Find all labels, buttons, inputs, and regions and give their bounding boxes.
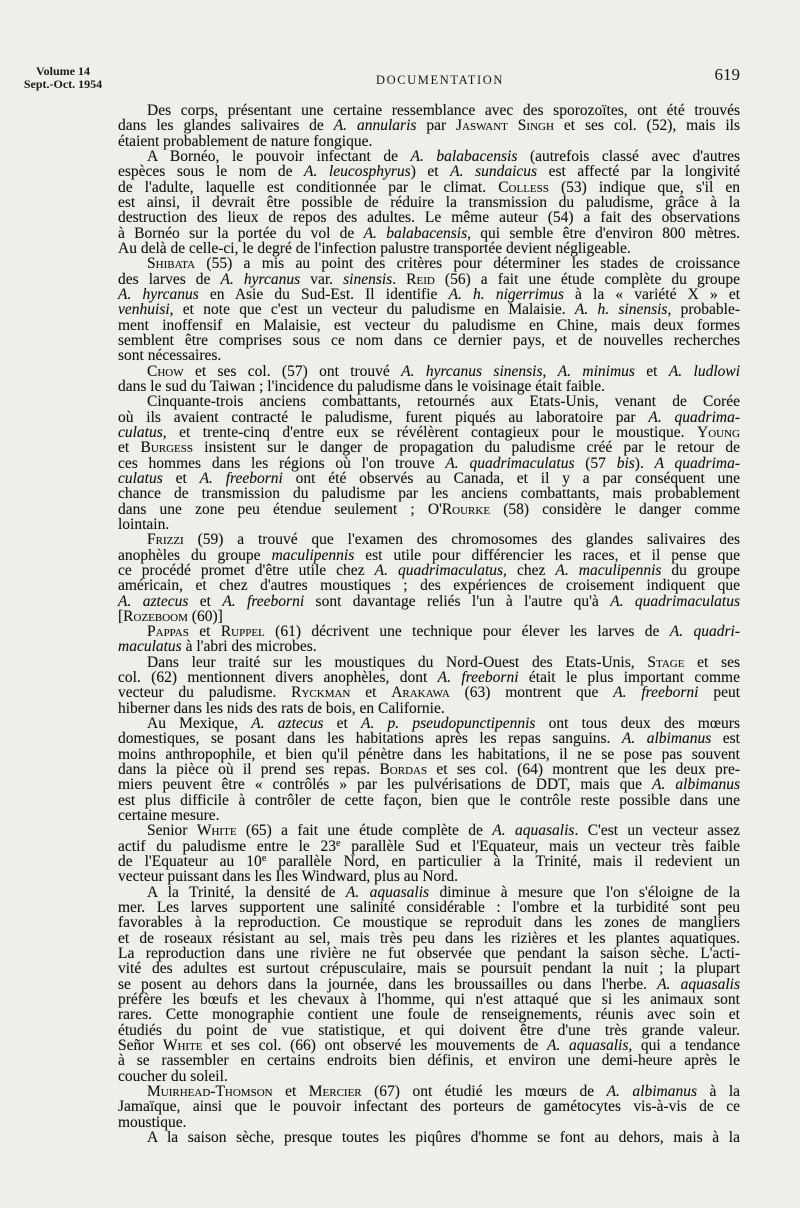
text-run: chance de transmission du paludisme par les anciens combattants, mais probablement — [118, 485, 740, 503]
italic-term: A. freeborni — [437, 669, 519, 687]
italic-term: A. h. sinensis — [574, 301, 668, 319]
paragraph — [118, 885, 740, 1084]
text-line — [118, 639, 740, 654]
text-line — [118, 839, 740, 854]
italic-term: maculatus — [118, 638, 182, 656]
text-run: ) et — [410, 163, 451, 181]
text-line — [118, 609, 740, 624]
text-line — [118, 287, 740, 302]
text-run: étudiés du point de vue statistique, et qui doivent être d'une très grande valeur. — [118, 1021, 740, 1039]
italic-term: sinensis — [343, 270, 393, 288]
text-line — [118, 1115, 740, 1130]
author-name: Muirhead-Thomson — [147, 1083, 273, 1100]
author-name: White — [162, 1037, 203, 1055]
text-run: certaine mesure. — [118, 807, 220, 825]
text-run: (65) a fait une étude complète de — [236, 822, 493, 840]
paragraph — [118, 364, 740, 395]
text-run: parallèle Nord, en particulier à la Trinité, mais il redevient un — [266, 853, 740, 871]
italic-term: maculipennis — [271, 546, 355, 564]
text-line — [118, 977, 740, 992]
text-line — [118, 118, 740, 133]
text-line — [118, 548, 740, 563]
text-run: et — [188, 623, 221, 641]
text-line — [118, 747, 740, 762]
text-line — [118, 471, 740, 486]
text-run: à la — [696, 1083, 741, 1100]
text-run: est plus difficile à contrôler de cette façon, bien que le contrôle reste possible dans une — [118, 791, 740, 809]
text-run: Cinquante-trois anciens combattants, retournés aux Etats-Unis, venant de Corée — [147, 393, 740, 411]
text-run: ont été observés au Canada, et il y a par conséquent une — [282, 469, 740, 487]
text-line — [118, 379, 740, 394]
text-run: , probable- — [667, 301, 741, 319]
text-run: et — [162, 469, 200, 487]
text-run: Au Mexique, — [147, 715, 252, 733]
text-run: dans une zone peu étendue seulement ; — [118, 500, 428, 518]
italic-term: A. quadrima- — [648, 408, 740, 426]
text-run: , et note que c'est un vecteur du paludisme en Malaisie. — [169, 301, 575, 319]
italic-term: A. quadrimaculatus — [374, 561, 504, 579]
text-run: ces hommes dans les régions où l'on trouve — [118, 454, 446, 472]
paragraph — [118, 624, 740, 655]
text-line — [118, 164, 740, 179]
text-line — [118, 440, 740, 455]
author-name: Chow — [147, 362, 184, 380]
italic-term: A. albimanus — [621, 730, 712, 748]
author-name: Shibata — [147, 255, 196, 273]
text-run: ). — [634, 454, 655, 472]
volume-label: Volume 14 — [36, 64, 90, 78]
text-line — [118, 594, 740, 609]
text-run: se posent au dehors dans la journée, dans les broussailles ou dans l'herbe. — [118, 975, 658, 993]
text-line — [118, 777, 740, 792]
text-run: La reproduction dans une rivière ne fut observée que pendant la saison sèche. L'acti- — [118, 945, 740, 963]
text-line — [118, 685, 740, 700]
author-name: Mercier — [308, 1083, 362, 1100]
text-run: Senior — [147, 822, 197, 840]
text-run: dans le sud du Taiwan ; l'incidence du paludisme dans le voisinage était faible. — [118, 377, 605, 395]
text-run: semblent être comprises sous ce nom dans ce dernier pays, et de nouvelles recherches — [118, 331, 740, 349]
text-line — [118, 931, 740, 946]
text-run: insistent sur le danger de propagation du paludisme créé par le retour de — [193, 439, 741, 457]
text-run: vecteur du paludisme. — [118, 684, 292, 702]
article-body — [118, 103, 740, 1145]
text-run: (63) montrent que — [449, 684, 614, 702]
text-run: (57 — [574, 454, 617, 472]
italic-term: A. balabacensis — [410, 147, 518, 165]
text-run: dans la pièce où il prend ses repas. — [118, 761, 380, 779]
text-run: de l'adulte, laquelle est conditionnée par le climat. — [118, 178, 499, 196]
italic-term: A. albimanus — [652, 776, 740, 794]
text-run: A la saison sèche, presque toutes les piqûres d'homme se font au dehors, mais à la — [147, 1128, 740, 1146]
text-line — [118, 226, 740, 241]
text-run: Au delà de celle-ci, le degré de l'infection palustre transportée devient négligeable. — [118, 239, 631, 257]
text-run: destruction des lieux de repos des adultes. Le même auteur (54) a fait des observations — [118, 209, 740, 227]
text-run: et de roseaux résistant au sel, mais très peu dans les rizières et les plantes aquatiques. — [118, 929, 740, 947]
text-run: par — [416, 117, 457, 135]
text-run: lointain. — [118, 515, 170, 533]
text-run: (autrefois classé avec d'autres — [517, 147, 740, 165]
text-line — [118, 992, 740, 1007]
italic-term: A. h. nigerrimus — [448, 285, 564, 303]
text-line — [118, 532, 740, 547]
text-run: (60)] — [187, 607, 223, 625]
text-run: domestiques, se posant dans les habitations après les repas sanguins. — [118, 730, 622, 748]
section-title: DOCUMENTATION — [375, 73, 505, 87]
text-run: miers peuvent être « contrôlés » par les pulvérisations de DDT, mais que — [118, 776, 653, 794]
text-run: vité des adultes est surtout crépusculaire, mais se poursuit pendant la nuit ; la plupart — [118, 960, 740, 978]
text-run: diminue à mesure que l'on s'éloigne de la — [429, 883, 740, 901]
text-line — [118, 869, 740, 884]
text-run: à Bornéo sur la portée du vol de — [118, 224, 364, 242]
italic-term: A. freeborni — [613, 684, 699, 702]
text-run: est ainsi, il devrait être possible de réduire la transmission du paludisme, grâce à la — [118, 193, 740, 211]
italic-term: A. hyrcanus — [118, 285, 199, 303]
text-line — [118, 885, 740, 900]
text-line — [118, 793, 740, 808]
text-run: et — [350, 684, 392, 702]
text-line — [118, 1023, 740, 1038]
text-run: (55) a mis au point des critères pour déterminer les stades de croissance — [195, 255, 740, 273]
text-line — [118, 961, 740, 976]
paragraph — [118, 256, 740, 363]
text-line — [118, 318, 740, 333]
italic-term: A. hyrcanus sinensis — [401, 362, 543, 380]
text-run: à l'abri des microbes. — [181, 638, 317, 656]
text-run: et — [188, 592, 223, 610]
text-run: Des corps, présentant une certaine ressemblance avec des sporozoïtes, ont été trouvés — [147, 102, 740, 119]
italic-term: culatus — [118, 423, 163, 441]
italic-term: A. albimanus — [606, 1083, 697, 1100]
text-line — [118, 900, 740, 915]
text-run: et ses col. (66) ont observé les mouvements de — [202, 1037, 547, 1055]
author-name: Reid — [406, 270, 435, 288]
text-run: américain, et chez d'autres moustiques ; des expériences de croisement indiquent que — [118, 577, 740, 595]
text-run: actif du paludisme entre le 23 — [118, 837, 337, 855]
text-line — [118, 670, 740, 685]
italic-term: A. aquasalis — [492, 822, 575, 840]
text-run: et ses — [684, 653, 740, 671]
text-run: et — [118, 439, 141, 457]
text-run: ce procédé promet d'être utile chez — [118, 561, 375, 579]
italic-term: A. sundaicus — [450, 163, 538, 181]
text-run: (53) indique que, s'il en — [548, 178, 740, 196]
author-name: O'Rourke — [427, 500, 491, 518]
text-line — [118, 517, 740, 532]
italic-term: A. aquasalis — [546, 1037, 629, 1055]
text-run: coucher du soleil. — [118, 1067, 228, 1085]
text-run: est utile pour différencier les races, et il pense que — [354, 546, 740, 564]
text-line — [118, 578, 740, 593]
text-line — [118, 394, 740, 409]
text-line — [118, 946, 740, 961]
text-run: était le plus important comme — [518, 669, 740, 687]
italic-term: A. leucosphyrus — [304, 163, 411, 181]
text-run: de l'Equateur au 10 — [118, 853, 262, 871]
text-run: A la Trinité, la densité de — [147, 883, 346, 901]
paragraph — [118, 394, 740, 532]
text-line — [118, 241, 740, 256]
text-line — [118, 823, 740, 838]
author-name: Burgess — [140, 439, 194, 457]
text-line — [118, 272, 740, 287]
paragraph — [118, 149, 740, 256]
text-run: et — [634, 362, 669, 380]
text-run: anophèles du groupe — [118, 546, 272, 564]
page-number: 619 — [714, 65, 740, 84]
text-line — [118, 563, 740, 578]
text-line — [118, 716, 740, 731]
italic-term: A. aquasalis — [345, 883, 430, 901]
italic-term: culatus — [118, 469, 163, 487]
italic-term: A. maculipennis — [555, 561, 662, 579]
italic-term: A. freeborni — [222, 592, 305, 610]
text-run: hiberner dans les nids des rats de bois, en Californie. — [118, 699, 445, 717]
text-run: à la « variété X » et — [563, 285, 741, 303]
text-line — [118, 425, 740, 440]
author-name: Colless — [498, 178, 549, 196]
text-run: , qui a tendance — [628, 1037, 740, 1055]
text-line — [118, 149, 740, 164]
text-run: (59) a trouvé que l'examen des chromosomes des glandes salivaires des — [183, 531, 740, 549]
text-line — [118, 1038, 740, 1053]
text-line — [118, 701, 740, 716]
paragraph — [118, 655, 740, 716]
text-run: moins anthropophile, et bien qu'il pénètre dans les habitations, il ne se pose pas souvent — [118, 745, 740, 763]
text-line — [118, 1069, 740, 1084]
text-run: (67) ont étudié les mœurs de — [361, 1083, 607, 1100]
italic-term: A. minimus — [557, 362, 635, 380]
text-run: vecteur puissant dans les Iles Windward, plus au Nord. — [118, 868, 459, 886]
author-name: Ryckman — [291, 684, 351, 702]
text-line — [118, 210, 740, 225]
text-line — [118, 456, 740, 471]
text-run: moustique. — [118, 1113, 187, 1131]
paragraph — [118, 716, 740, 823]
text-run: , chez — [503, 561, 556, 579]
text-run: ont tous deux des mœurs — [535, 715, 740, 733]
italic-term: bis — [616, 454, 635, 472]
text-line — [118, 486, 740, 501]
text-run: en Asie du Sud-Est. Il identifie — [198, 285, 449, 303]
text-run: . — [392, 270, 407, 288]
paragraph — [118, 532, 740, 624]
italic-term: A. freeborni — [199, 469, 283, 487]
paragraph — [118, 823, 740, 884]
text-run: à se rassembler en certains endroits bien définis, et environ une demi-heure après le — [118, 1052, 740, 1070]
italic-term: A. ludlowi — [668, 362, 741, 380]
author-name: Ruppel — [220, 623, 265, 641]
text-run: et — [323, 715, 361, 733]
text-line — [118, 180, 740, 195]
italic-term: A. quadrimaculatus — [610, 592, 740, 610]
text-run: du groupe — [661, 561, 741, 579]
text-line — [118, 731, 740, 746]
text-run: (56) a fait une étude complète du groupe — [434, 270, 741, 288]
text-run: dans les glandes salivaires de — [118, 117, 334, 135]
text-line — [118, 655, 740, 670]
text-run: est — [711, 730, 740, 748]
author-name: Arakawa — [391, 684, 450, 702]
italic-term: A. hyrcanus — [220, 270, 301, 288]
paragraph — [118, 1130, 740, 1145]
text-run: (58) considère le danger comme — [490, 500, 740, 518]
volume-info — [12, 65, 114, 90]
text-run: parallèle Sud et l'Equateur, mais un vecteur très faible — [340, 837, 740, 855]
paragraph — [118, 1084, 740, 1130]
text-line — [118, 302, 740, 317]
text-run: . C'est un vecteur assez — [574, 822, 740, 840]
text-line — [118, 1130, 740, 1145]
author-name: White — [196, 822, 237, 840]
text-run: (61) décrivent une technique pour élever les larves de — [264, 623, 670, 641]
author-name: Pappas — [147, 623, 189, 641]
text-line — [118, 195, 740, 210]
text-run: , qui semble être d'environ 800 mètres. — [467, 224, 740, 242]
text-run: et ses col. (52), mais ils — [553, 117, 740, 135]
author-name: Rozeboom — [123, 607, 188, 625]
text-line — [118, 103, 740, 118]
ordinal-suffix: e — [261, 853, 267, 865]
text-run: et ses col. (57) ont trouvé — [183, 362, 402, 380]
text-line — [118, 915, 740, 930]
italic-term: A. quadrimaculatus — [445, 454, 575, 472]
text-line — [118, 502, 740, 517]
author-name: Bordas — [379, 761, 428, 779]
text-line — [118, 854, 740, 869]
italic-term: A. quadri- — [669, 623, 741, 641]
text-line — [118, 1084, 740, 1099]
text-run: , — [542, 362, 558, 380]
author-name: Stage — [647, 653, 685, 671]
text-line — [118, 762, 740, 777]
author-name: Young — [697, 423, 740, 441]
italic-term: A. annularis — [333, 117, 417, 135]
paragraph — [118, 103, 740, 149]
text-run: peut — [698, 684, 740, 702]
ordinal-suffix: e — [336, 837, 341, 849]
text-run: préfère les bœufs et les chevaux à l'homme, qui n'est attaqué que si les animaux sont — [118, 991, 740, 1009]
text-line — [118, 1099, 740, 1114]
text-line — [118, 1053, 740, 1068]
text-run: col. (62) mentionnent divers anophèles, dont — [118, 669, 438, 687]
text-run: mer. Les larves supportent une salinité considérable : l'ombre et la turbidité sont peu — [118, 899, 740, 917]
italic-term: A. aztecus — [118, 592, 189, 610]
text-line — [118, 808, 740, 823]
text-line — [118, 410, 740, 425]
text-line — [118, 134, 740, 149]
text-run: sont davantage reliés l'un à l'autre qu'à — [304, 592, 611, 610]
text-run: , et trente-cinq d'entre eux se révélèrent contagieux pour le moustique. — [162, 423, 698, 441]
italic-term: A. p. pseudopunctipennis — [361, 715, 536, 733]
text-line — [118, 1007, 740, 1022]
text-line — [118, 348, 740, 363]
text-run: [ — [118, 607, 124, 625]
author-name: Frizzi — [147, 531, 184, 549]
italic-term: A. aquasalis — [657, 975, 740, 993]
italic-term: venhuisi — [118, 301, 170, 319]
text-run: Dans leur traité sur les moustiques du Nord-Ouest des Etats-Unis, — [147, 653, 648, 671]
text-run: des larves de — [118, 270, 221, 288]
text-run: Jamaïque, ainsi que le pouvoir infectant des porteurs de gamétocytes vis-à-vis de ce — [118, 1098, 740, 1116]
text-run: où ils avaient contracté le paludisme, furent piqués au laboratoire par — [118, 408, 649, 426]
text-run: est affecté par la longivité — [537, 163, 740, 181]
italic-term: A quadrima- — [654, 454, 740, 472]
italic-term: A. aztecus — [251, 715, 324, 733]
text-run: ment inoffensif en Malaisie, est vecteur du paludisme en Chine, mais deux formes — [118, 316, 740, 334]
text-run: et ses col. (64) montrent que les deux pre- — [427, 761, 741, 779]
italic-term: A. balabacensis — [363, 224, 468, 242]
text-run: Señor — [118, 1037, 163, 1055]
text-run: espèces sous le nom de — [118, 163, 305, 181]
text-run: A Bornéo, le pouvoir infectant de — [147, 147, 411, 165]
text-line — [118, 256, 740, 271]
text-run: favorables à la reproduction. Ce moustique se reproduit dans les zones de mangliers — [118, 914, 740, 932]
text-line — [118, 364, 740, 379]
text-run: sont nécessaires. — [118, 347, 222, 365]
text-run: étaient probablement de nature fongique. — [118, 132, 373, 150]
author-name: Jaswant Singh — [456, 117, 554, 135]
text-run: et — [272, 1083, 309, 1100]
text-line — [118, 333, 740, 348]
text-line — [118, 624, 740, 639]
text-run: rares. Cette monographie contient une foule de renseignements, réunis avec soin et — [118, 1006, 740, 1024]
text-run: var. — [300, 270, 344, 288]
issue-date: Sept.-Oct. 1954 — [23, 76, 103, 91]
